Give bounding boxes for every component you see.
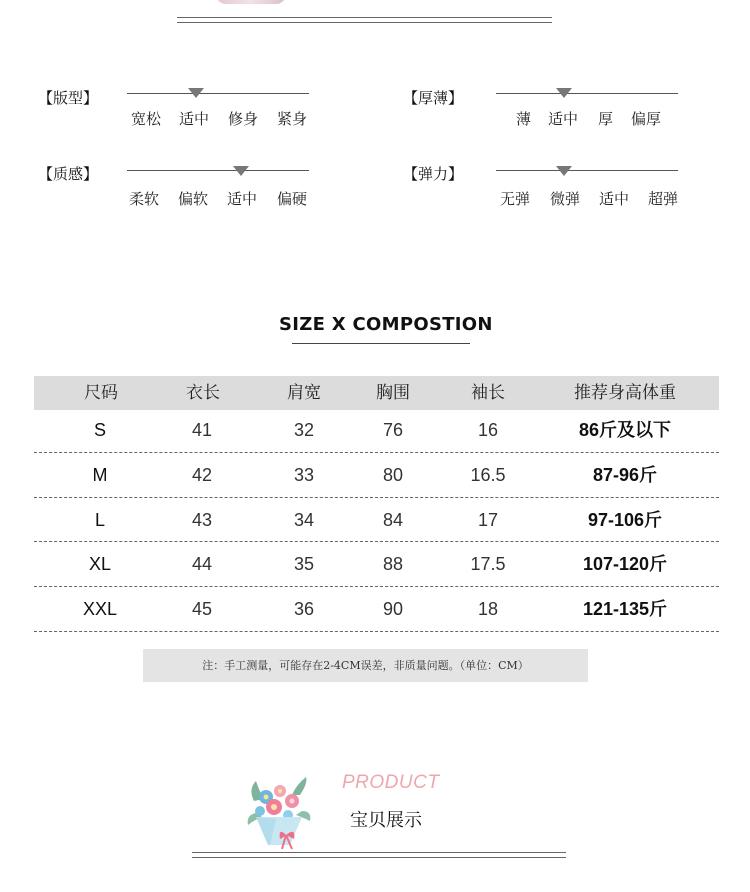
- attribute-label: 【版型】: [38, 89, 99, 107]
- cell-length: 45: [191, 599, 213, 619]
- cell-size: S: [93, 420, 107, 440]
- cell-length: 41: [191, 420, 213, 440]
- option: 紧身: [277, 110, 308, 128]
- table-row: [34, 408, 719, 452]
- cell-length: 43: [191, 510, 213, 530]
- scale-line: [127, 170, 309, 171]
- cell-length: 42: [191, 465, 213, 485]
- col-header-shoulder: 肩宽: [287, 383, 321, 403]
- option: 偏硬: [277, 190, 308, 208]
- selected-marker-icon: [556, 166, 572, 176]
- table-row: [34, 542, 719, 586]
- cell-shoulder: 32: [293, 420, 315, 440]
- measurement-note: 注：手工测量，可能存在2-4CM误差，非质量问题。（单位：CM）: [143, 649, 588, 682]
- cell-shoulder: 35: [293, 554, 315, 574]
- product-heading-cn: 宝贝展示: [350, 810, 422, 831]
- col-header-recommended: 推荐身高体重: [574, 383, 676, 403]
- size-table-header: [34, 376, 719, 410]
- col-header-bust: 胸围: [376, 383, 410, 403]
- cell-sleeve: 16.5: [470, 465, 506, 485]
- option: 无弹: [500, 190, 531, 208]
- col-header-sleeve: 袖长: [471, 383, 505, 403]
- attribute-label: 【弹力】: [403, 165, 464, 183]
- option: 偏软: [178, 190, 209, 208]
- table-row: [34, 453, 719, 497]
- top-divider: [177, 17, 552, 23]
- option: 柔软: [129, 190, 160, 208]
- cell-size: M: [92, 465, 108, 485]
- cell-recommended: 87-96斤: [592, 465, 658, 485]
- table-row: [34, 587, 719, 631]
- cell-sleeve: 17: [477, 510, 499, 530]
- attribute-label: 【质感】: [38, 165, 99, 183]
- option-selected: 适中: [227, 190, 258, 208]
- selected-marker-icon: [188, 88, 204, 98]
- cell-bust: 80: [382, 465, 404, 485]
- option-selected: 适中: [179, 110, 210, 128]
- option: 薄: [516, 110, 532, 128]
- title-underline: [292, 343, 470, 344]
- bottom-divider: [192, 852, 566, 858]
- selected-marker-icon: [233, 166, 249, 176]
- option: 修身: [228, 110, 259, 128]
- attribute-label: 【厚薄】: [403, 89, 464, 107]
- scale-line: [496, 93, 678, 94]
- size-section-title: SIZE X COMPOSTION: [279, 314, 493, 335]
- cell-sleeve: 16: [477, 420, 499, 440]
- cell-shoulder: 33: [293, 465, 315, 485]
- cell-recommended: 121-135斤: [582, 599, 668, 619]
- selected-marker-icon: [556, 88, 572, 98]
- option: 厚: [598, 110, 614, 128]
- cell-bust: 76: [382, 420, 404, 440]
- col-header-size: 尺码: [84, 383, 118, 403]
- product-heading-en: PRODUCT: [342, 772, 440, 793]
- cell-sleeve: 17.5: [470, 554, 506, 574]
- cell-shoulder: 36: [293, 599, 315, 619]
- option: 适中: [599, 190, 630, 208]
- option: 宽松: [131, 110, 162, 128]
- cell-bust: 90: [382, 599, 404, 619]
- cell-recommended: 86斤及以下: [578, 420, 672, 440]
- option-selected: 微弹: [550, 190, 581, 208]
- flower-bouquet-icon: [246, 775, 312, 853]
- table-row: [34, 498, 719, 542]
- cell-size: XXL: [82, 599, 118, 619]
- cell-length: 44: [191, 554, 213, 574]
- option: 超弹: [648, 190, 679, 208]
- top-product-image-fragment: [216, 0, 286, 4]
- cell-bust: 88: [382, 554, 404, 574]
- option-selected: 适中: [548, 110, 579, 128]
- cell-recommended: 97-106斤: [587, 510, 663, 530]
- row-divider: [34, 631, 719, 632]
- cell-size: XL: [88, 554, 112, 574]
- option: 偏厚: [631, 110, 662, 128]
- cell-shoulder: 34: [293, 510, 315, 530]
- cell-size: L: [94, 510, 106, 530]
- cell-sleeve: 18: [477, 599, 499, 619]
- scale-line: [496, 170, 678, 171]
- cell-bust: 84: [382, 510, 404, 530]
- cell-recommended: 107-120斤: [582, 554, 668, 574]
- scale-line: [127, 93, 309, 94]
- col-header-length: 衣长: [186, 383, 220, 403]
